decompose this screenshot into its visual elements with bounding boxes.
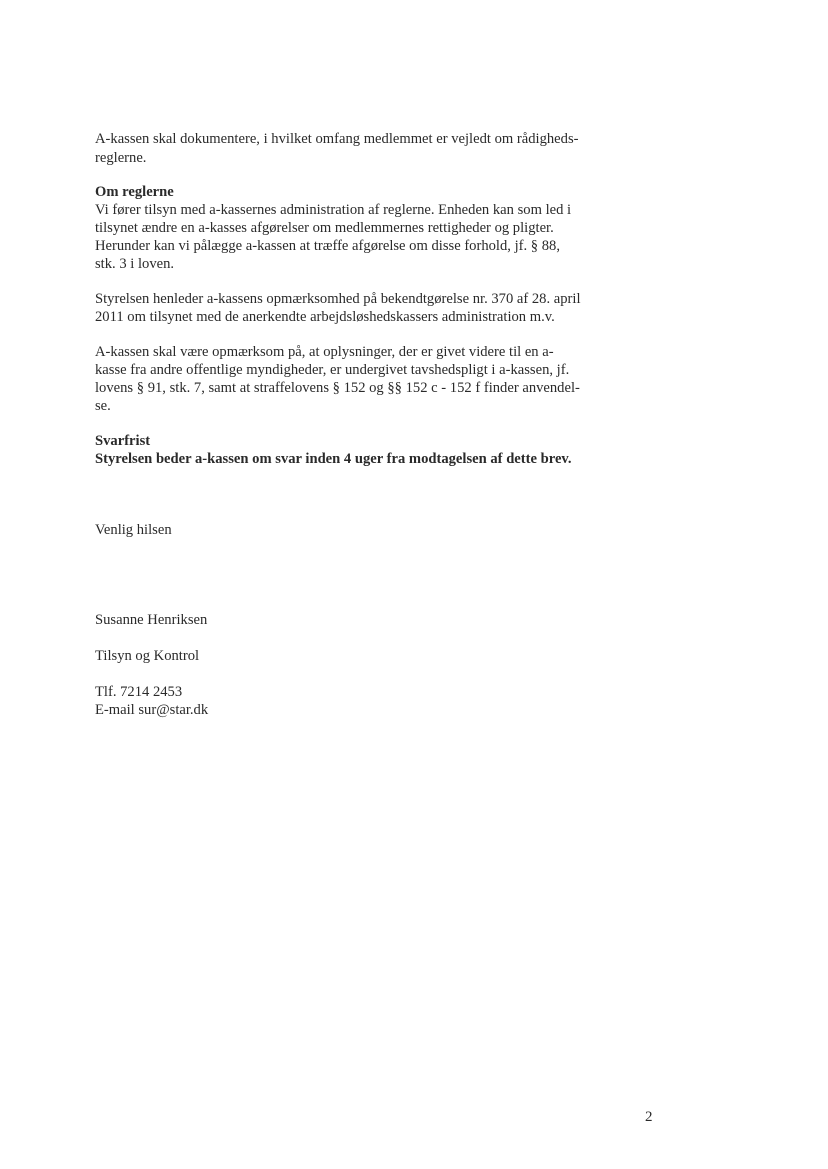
paragraph-line: Herunder kan vi pålægge a-kassen at træffe afgørelse om disse forhold, jf. § 88, — [95, 238, 560, 254]
section-heading-svarfrist: Svarfrist — [95, 433, 151, 449]
paragraph-line: Vi fører tilsyn med a-kassernes administration af reglerne. Enheden kan som led i — [95, 202, 572, 218]
signature-phone: Tlf. 7214 2453 — [95, 684, 183, 700]
signature-email: E-mail sur@star.dk — [95, 702, 209, 718]
paragraph-line: A-kassen skal dokumentere, i hvilket omfang medlemmet er vejledt om rådigheds- — [95, 131, 579, 147]
signature-name: Susanne Henriksen — [95, 612, 208, 628]
paragraph-line: se. — [95, 398, 111, 414]
page-number: 2 — [645, 1109, 653, 1125]
paragraph-line: kasse fra andre offentlige myndigheder, er undergivet tavshedspligt i a-kassen, jf. — [95, 362, 570, 378]
paragraph-line: stk. 3 i loven. — [95, 256, 175, 272]
paragraph-line: Styrelsen henleder a-kassens opmærksomhed på bekendtgørelse nr. 370 af 28. april — [95, 291, 581, 307]
closing-greeting: Venlig hilsen — [95, 522, 172, 538]
deadline-text: Styrelsen beder a-kassen om svar inden 4 uger fra modtagelsen af dette brev. — [95, 451, 572, 467]
paragraph-line: tilsynet ændre en a-kasses afgørelser om medlemmernes rettigheder og pligter. — [95, 220, 554, 236]
section-heading-om-reglerne: Om reglerne — [95, 184, 174, 200]
paragraph-line: reglerne. — [95, 150, 147, 166]
signature-department: Tilsyn og Kontrol — [95, 648, 200, 664]
paragraph-line: A-kassen skal være opmærksom på, at oplysninger, der er givet videre til en a- — [95, 344, 554, 360]
paragraph-line: 2011 om tilsynet med de anerkendte arbejdsløshedskassers administration m.v. — [95, 309, 555, 325]
paragraph-line: lovens § 91, stk. 7, samt at straffelovens § 152 og §§ 152 c - 152 f finder anvendel- — [95, 380, 580, 396]
